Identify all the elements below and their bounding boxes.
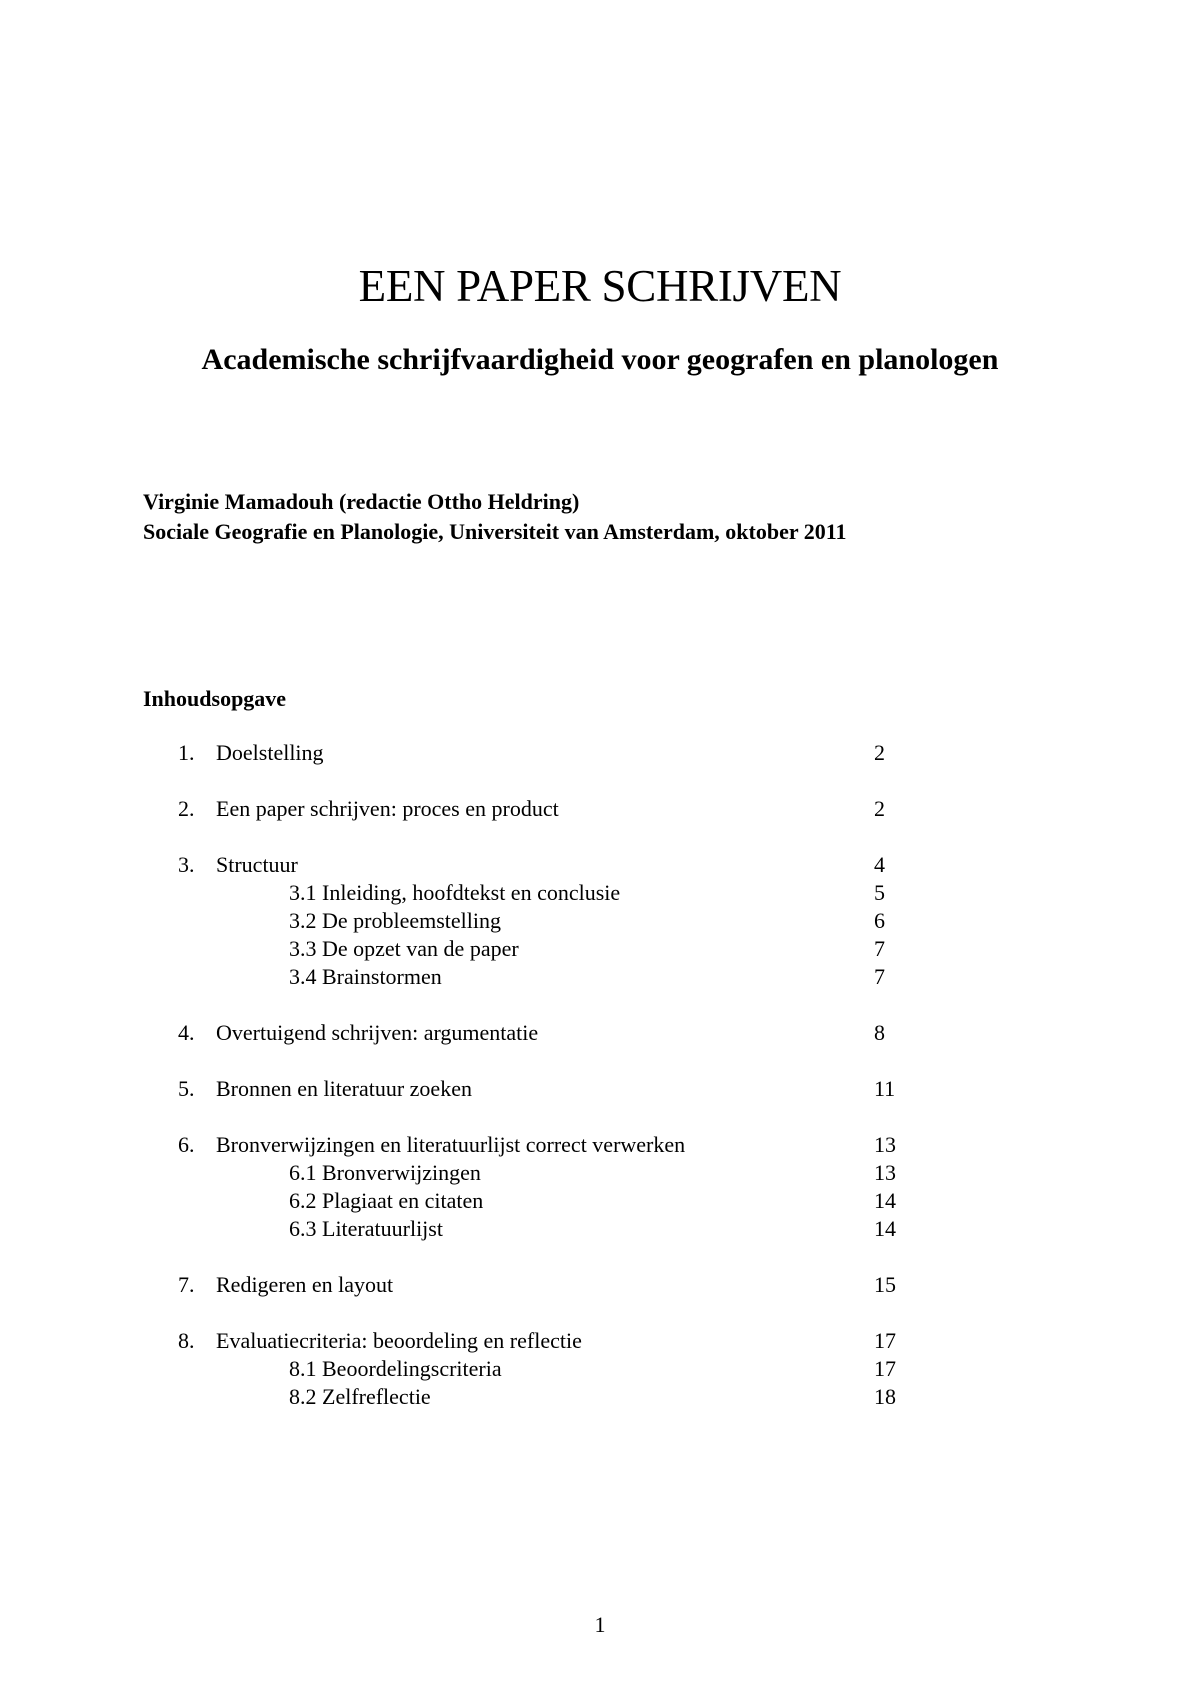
toc-subentry-label: 3.3 De opzet van de paper (289, 936, 519, 961)
toc-subentry-page: 6 (874, 908, 885, 933)
toc-entry-label: Structuur (216, 852, 298, 877)
toc-subentry-label: 8.1 Beoordelingscriteria (289, 1356, 502, 1381)
document-title: EEN PAPER SCHRIJVEN (358, 261, 842, 311)
affiliation-line: Sociale Geografie en Planologie, Universiteit van Amsterdam, oktober 2011 (143, 519, 847, 544)
toc-entry-page: 17 (874, 1328, 896, 1353)
toc-subentry-page: 14 (874, 1188, 896, 1213)
toc-entry-number: 2. (178, 796, 195, 821)
toc-subentry-label: 3.2 De probleemstelling (289, 908, 502, 933)
toc-entry-page: 8 (874, 1020, 885, 1045)
toc-entry-label: Doelstelling (216, 740, 324, 765)
toc-entry-number: 3. (178, 852, 195, 877)
toc-subentry-page: 18 (874, 1384, 896, 1409)
toc-entry-number: 6. (178, 1132, 195, 1157)
toc-entry-label: Evaluatiecriteria: beoordeling en reflectie (216, 1328, 582, 1353)
toc-subentry-label: 6.1 Bronverwijzingen (289, 1160, 481, 1185)
toc-entry-label: Bronverwijzingen en literatuurlijst correct verwerken (216, 1132, 686, 1157)
toc-entry-number: 4. (178, 1020, 195, 1045)
document-subtitle: Academische schrijfvaardigheid voor geografen en planologen (201, 343, 999, 376)
toc-subentry-label: 6.3 Literatuurlijst (289, 1216, 443, 1241)
toc-subentry-page: 14 (874, 1216, 896, 1241)
toc-heading: Inhoudsopgave (143, 686, 287, 711)
toc-entry-number: 5. (178, 1076, 195, 1101)
toc-subentry-page: 13 (874, 1160, 896, 1185)
toc-entry-page: 11 (874, 1076, 896, 1101)
toc-entry-page: 2 (874, 796, 885, 821)
toc-entry-number: 8. (178, 1328, 195, 1353)
page-number: 1 (594, 1612, 606, 1637)
toc-entry-number: 1. (178, 740, 195, 765)
toc-entry-page: 13 (874, 1132, 896, 1157)
toc-entry-label: Een paper schrijven: proces en product (216, 796, 559, 821)
toc-subentry-page: 17 (874, 1356, 896, 1381)
toc-subentry-page: 7 (874, 964, 885, 989)
toc-subentry-label: 8.2 Zelfreflectie (289, 1384, 431, 1409)
toc-entry-number: 7. (178, 1272, 195, 1297)
toc-entry-label: Redigeren en layout (216, 1272, 394, 1297)
toc-entry-label: Bronnen en literatuur zoeken (216, 1076, 472, 1101)
toc-entry-page: 2 (874, 740, 885, 765)
toc-subentry-page: 7 (874, 936, 885, 961)
toc-subentry-label: 6.2 Plagiaat en citaten (289, 1188, 484, 1213)
toc-entry-page: 15 (874, 1272, 896, 1297)
author-line: Virginie Mamadouh (redactie Ottho Heldring) (143, 489, 580, 514)
toc-entry-label: Overtuigend schrijven: argumentatie (216, 1020, 539, 1045)
toc-entry-page: 4 (874, 852, 885, 877)
toc-subentry-label: 3.4 Brainstormen (289, 964, 442, 989)
toc-subentry-page: 5 (874, 880, 885, 905)
toc-subentry-label: 3.1 Inleiding, hoofdtekst en conclusie (289, 880, 621, 905)
